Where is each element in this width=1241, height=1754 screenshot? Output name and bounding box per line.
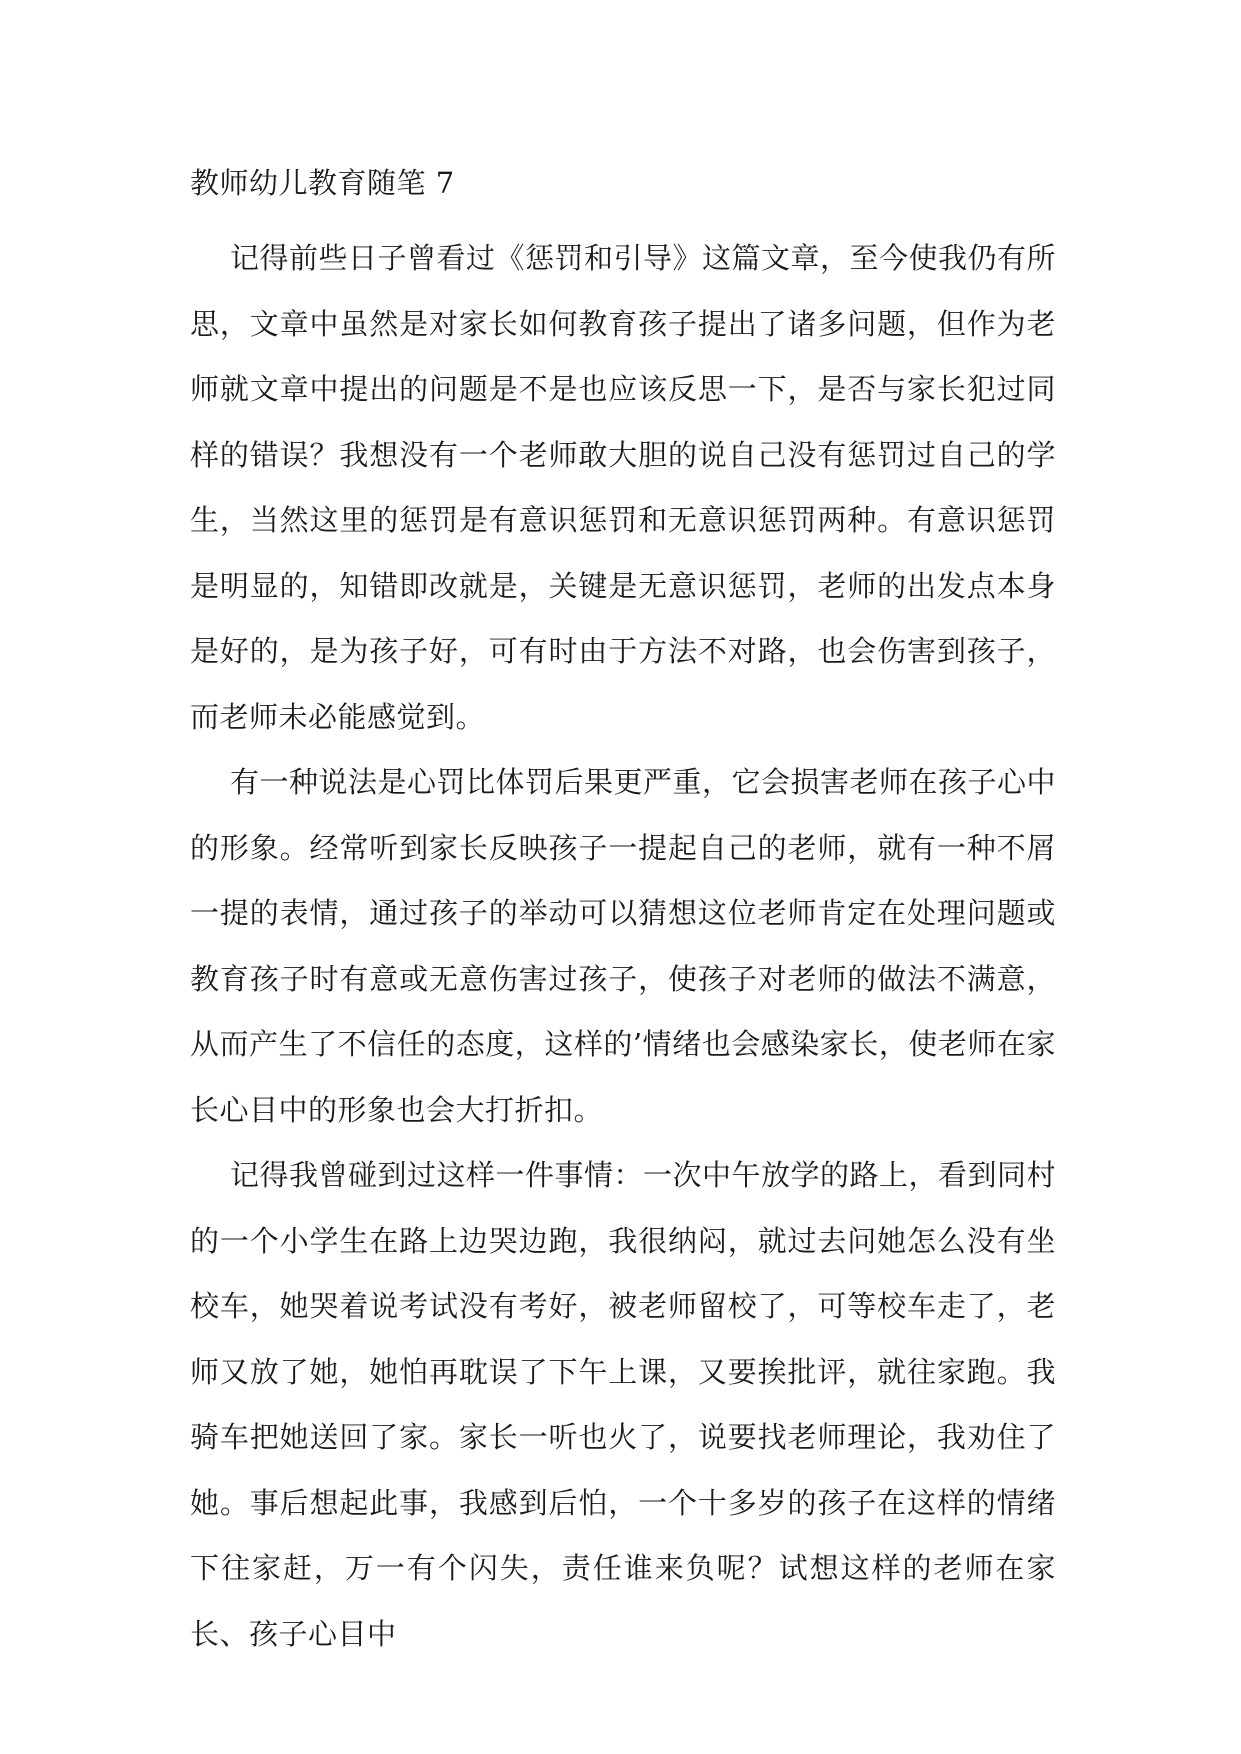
paragraph-1: 记得前些日子曾看过《惩罚和引导》这篇文章，至今使我仍有所思，文章中虽然是对家长如何教育孩子提出了诸多问题，但作为老师就文章中提出的问题是不是也应该反思一下，是否与家长犯过同样的错误？我想没有一个老师敢大胆的说自己没有惩罚过自己的学生，当然这里的惩罚是有意识惩罚和无意识惩罚两种。有意识惩罚是明显的，知错即改就是，关键是无意识惩罚，老师的出发点本身是好的，是为孩子好，可有时由于方法不对路，也会伤害到孩子，而老师未必能感觉到。 <box>190 241 1057 734</box>
paragraph-3: 记得我曾碰到过这样一件事情：一次中午放学的路上，看到同村的一个小学生在路上边哭边跑，我很纳闷，就过去问她怎么没有坐校车，她哭着说考试没有考好，被老师留校了，可等校车走了，老师又放了她，她怕再耽误了下午上课，又要挨批评，就往家跑。我骑车把她送回了家。家长一听也火了，说要找老师理论，我劝住了她。事后想起此事，我感到后怕，一个十多岁的孩子在这样的情绪下往家赶，万一有个闪失，责任谁来负呢？试想这样的老师在家长、孩子心目中 <box>190 1158 1057 1651</box>
document-title: 教师幼儿教育随笔 7 <box>190 166 455 200</box>
paragraph-2: 有一种说法是心罚比体罚后果更严重，它会损害老师在孩子心中的形象。经常听到家长反映孩子一提起自己的老师，就有一种不屑一提的表情，通过孩子的举动可以猜想这位老师肯定在处理问题或教育孩子时有意或无意伤害过孩子，使孩子对老师的做法不满意，从而产生了不信任的态度，这样的’情绪也会感染家长，使老师在家长心目中的形象也会大打折扣。 <box>190 765 1057 1127</box>
document-page <box>190 150 1056 1667</box>
